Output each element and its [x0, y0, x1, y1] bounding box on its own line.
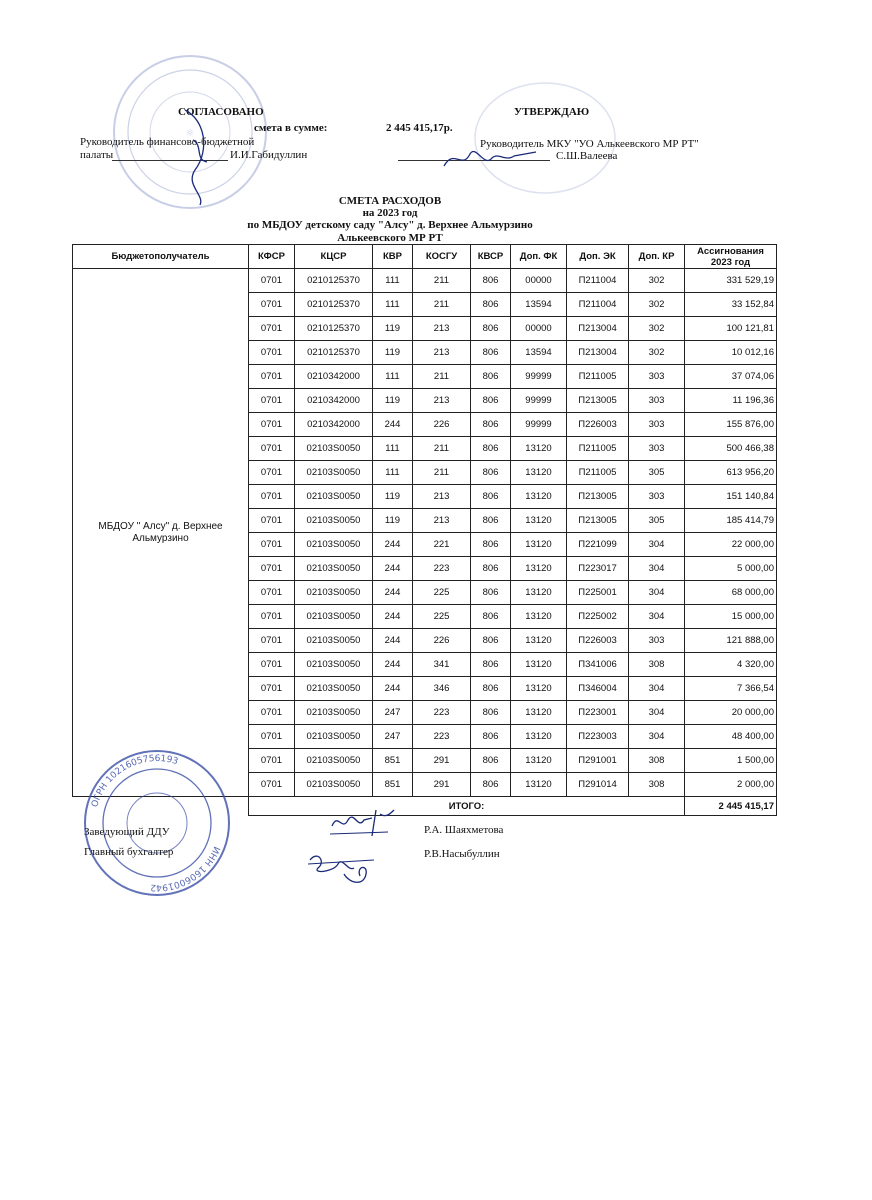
table-cell: 806 — [471, 365, 511, 389]
table-cell: 806 — [471, 557, 511, 581]
allocation-cell: 10 012,16 — [685, 341, 777, 365]
table-cell: 13120 — [511, 749, 567, 773]
table-cell: 13594 — [511, 341, 567, 365]
allocation-cell: 185 414,79 — [685, 509, 777, 533]
table-cell: 225 — [413, 581, 471, 605]
table-cell: П226003 — [567, 413, 629, 437]
table-cell: 305 — [629, 461, 685, 485]
table-cell: 00000 — [511, 269, 567, 293]
table-row — [73, 269, 777, 293]
table-cell: 305 — [629, 509, 685, 533]
table-cell: 13120 — [511, 437, 567, 461]
table-cell: 111 — [373, 269, 413, 293]
table-cell: 806 — [471, 773, 511, 797]
table-cell: 223 — [413, 701, 471, 725]
allocation-cell: 155 876,00 — [685, 413, 777, 437]
table-cell: 302 — [629, 293, 685, 317]
table-cell: 341 — [413, 653, 471, 677]
table-cell: 806 — [471, 581, 511, 605]
table-cell: 291 — [413, 749, 471, 773]
table-cell: 226 — [413, 629, 471, 653]
approval-left-position-1: Руководитель финансово-бюджетной — [80, 136, 255, 148]
header-dop-fk: Доп. ФК — [511, 245, 567, 269]
table-cell: 119 — [373, 341, 413, 365]
table-cell: 806 — [471, 269, 511, 293]
table-cell: 226 — [413, 413, 471, 437]
table-cell: П213004 — [567, 341, 629, 365]
table-cell: 02103S0050 — [295, 533, 373, 557]
table-cell: 213 — [413, 389, 471, 413]
approval-sum-label: смета в сумме: — [254, 122, 328, 134]
table-cell: 02103S0050 — [295, 749, 373, 773]
table-cell: 13120 — [511, 629, 567, 653]
table-cell: 806 — [471, 413, 511, 437]
allocation-cell: 121 888,00 — [685, 629, 777, 653]
table-cell: 13594 — [511, 293, 567, 317]
table-cell: 244 — [373, 533, 413, 557]
table-cell: 119 — [373, 509, 413, 533]
header-allocations: Ассигнования 2023 год — [685, 245, 777, 269]
table-cell: 0210125370 — [295, 269, 373, 293]
approval-left-signer: И.И.Габидуллин — [230, 149, 308, 161]
table-cell: 308 — [629, 773, 685, 797]
table-cell: 851 — [373, 773, 413, 797]
table-cell: 806 — [471, 389, 511, 413]
table-cell: 13120 — [511, 581, 567, 605]
table-cell: 0701 — [249, 485, 295, 509]
table-cell: 99999 — [511, 365, 567, 389]
table-cell: 99999 — [511, 413, 567, 437]
table-cell: 0701 — [249, 701, 295, 725]
allocation-cell: 151 140,84 — [685, 485, 777, 509]
table-cell: 0210125370 — [295, 341, 373, 365]
table-cell: П211005 — [567, 461, 629, 485]
table-cell: 0701 — [249, 461, 295, 485]
table-cell: 806 — [471, 533, 511, 557]
table-cell: 0701 — [249, 437, 295, 461]
table-cell: 806 — [471, 629, 511, 653]
table-cell: 304 — [629, 725, 685, 749]
table-cell: 13120 — [511, 509, 567, 533]
table-cell: 0701 — [249, 557, 295, 581]
table-cell: 806 — [471, 293, 511, 317]
table-cell: 0701 — [249, 365, 295, 389]
table-cell: 02103S0050 — [295, 653, 373, 677]
table-cell: 02103S0050 — [295, 461, 373, 485]
table-cell: 213 — [413, 317, 471, 341]
table-cell: П223003 — [567, 725, 629, 749]
table-cell: 13120 — [511, 485, 567, 509]
total-value: 2 445 415,17 — [685, 797, 777, 816]
table-cell: 291 — [413, 773, 471, 797]
table-cell: 0210342000 — [295, 413, 373, 437]
table-cell: 308 — [629, 749, 685, 773]
total-label: ИТОГО: — [249, 797, 685, 816]
svg-text:ОГРН 1021605756193 — [90, 754, 179, 809]
table-cell: 304 — [629, 677, 685, 701]
header-kvr: КВР — [373, 245, 413, 269]
svg-text:☼: ☼ — [185, 128, 195, 139]
table-cell: 0701 — [249, 605, 295, 629]
table-cell: 13120 — [511, 533, 567, 557]
header-dop-kr: Доп. КР — [629, 245, 685, 269]
table-cell: 225 — [413, 605, 471, 629]
table-cell: 806 — [471, 461, 511, 485]
table-cell: 0701 — [249, 293, 295, 317]
approval-left-position-2: палаты — [80, 149, 114, 161]
accountant-title: Главный бухгалтер — [84, 846, 174, 858]
approval-sum-value: 2 445 415,17р. — [386, 122, 453, 134]
table-cell: 119 — [373, 485, 413, 509]
table-cell: 02103S0050 — [295, 437, 373, 461]
table-cell: 213 — [413, 341, 471, 365]
recipient-cell: МБДОУ " Алсу" д. Верхнее Альмурзино — [73, 269, 249, 797]
table-cell: 806 — [471, 653, 511, 677]
table-cell: 0701 — [249, 653, 295, 677]
table-cell: 806 — [471, 341, 511, 365]
table-cell: 806 — [471, 509, 511, 533]
table-cell: 304 — [629, 605, 685, 629]
table-cell: П346004 — [567, 677, 629, 701]
table-cell: 244 — [373, 677, 413, 701]
table-cell: 0210342000 — [295, 389, 373, 413]
table-cell: 02103S0050 — [295, 509, 373, 533]
table-cell: 0701 — [249, 341, 295, 365]
table-cell: 0210125370 — [295, 317, 373, 341]
table-cell: 13120 — [511, 653, 567, 677]
table-cell: 223 — [413, 725, 471, 749]
header-kfsr: КФСР — [249, 245, 295, 269]
table-cell: 0701 — [249, 629, 295, 653]
head-name: Р.А. Шаяхметова — [424, 824, 504, 836]
table-cell: 806 — [471, 725, 511, 749]
right-signature — [440, 140, 540, 176]
table-cell: 303 — [629, 389, 685, 413]
table-cell: 0701 — [249, 581, 295, 605]
table-cell: 806 — [471, 317, 511, 341]
allocation-cell: 2 000,00 — [685, 773, 777, 797]
table-cell: 0701 — [249, 269, 295, 293]
table-cell: 247 — [373, 701, 413, 725]
allocation-cell: 20 000,00 — [685, 701, 777, 725]
approval-right-position: Руководитель МКУ "УО Алькеевского МР РТ" — [480, 138, 699, 150]
table-cell: 244 — [373, 629, 413, 653]
allocation-cell: 500 466,38 — [685, 437, 777, 461]
allocation-cell: 11 196,36 — [685, 389, 777, 413]
table-cell: 304 — [629, 533, 685, 557]
table-cell: 02103S0050 — [295, 605, 373, 629]
document-year: на 2023 год — [362, 207, 418, 219]
table-cell: 302 — [629, 317, 685, 341]
table-cell: 806 — [471, 677, 511, 701]
table-cell: 0701 — [249, 317, 295, 341]
table-cell: 806 — [471, 605, 511, 629]
table-cell: 0701 — [249, 773, 295, 797]
table-cell: 0210342000 — [295, 365, 373, 389]
table-cell: 00000 — [511, 317, 567, 341]
table-cell: 244 — [373, 653, 413, 677]
document-organization: по МБДОУ детскому саду "Алсу" д. Верхнее Альмурзино — [247, 219, 533, 231]
head-signature — [328, 806, 398, 840]
table-cell: 0701 — [249, 509, 295, 533]
table-cell: 244 — [373, 557, 413, 581]
table-cell: 304 — [629, 701, 685, 725]
table-cell: П211005 — [567, 365, 629, 389]
table-cell: П211004 — [567, 293, 629, 317]
document-region: Алькеевского МР РТ — [337, 232, 443, 244]
approval-right-heading: УТВЕРЖДАЮ — [514, 106, 590, 118]
accountant-signature — [304, 844, 384, 890]
table-cell: 806 — [471, 437, 511, 461]
table-cell: П223017 — [567, 557, 629, 581]
table-cell: 02103S0050 — [295, 725, 373, 749]
table-cell: П225001 — [567, 581, 629, 605]
table-cell: 303 — [629, 365, 685, 389]
table-cell: 13120 — [511, 677, 567, 701]
table-cell: 211 — [413, 293, 471, 317]
stamp-inn: ИНН 1606001942 — [150, 844, 222, 893]
table-cell: 111 — [373, 461, 413, 485]
table-cell: 223 — [413, 557, 471, 581]
table-cell: 244 — [373, 605, 413, 629]
table-cell: 13120 — [511, 557, 567, 581]
allocation-cell: 100 121,81 — [685, 317, 777, 341]
table-cell: 0210125370 — [295, 293, 373, 317]
table-cell: 13120 — [511, 725, 567, 749]
table-cell: 211 — [413, 461, 471, 485]
table-cell: 213 — [413, 485, 471, 509]
table-cell: 02103S0050 — [295, 485, 373, 509]
table-cell: П211005 — [567, 437, 629, 461]
estimate-table — [72, 244, 777, 816]
table-cell: 302 — [629, 341, 685, 365]
table-cell: 02103S0050 — [295, 581, 373, 605]
table-cell: 13120 — [511, 461, 567, 485]
table-cell: 303 — [629, 629, 685, 653]
table-cell: П223001 — [567, 701, 629, 725]
allocation-cell: 1 500,00 — [685, 749, 777, 773]
table-cell: П226003 — [567, 629, 629, 653]
table-cell: 111 — [373, 437, 413, 461]
table-cell: 244 — [373, 413, 413, 437]
table-cell: 02103S0050 — [295, 629, 373, 653]
table-cell: П213005 — [567, 485, 629, 509]
header-kvsr: КВСР — [471, 245, 511, 269]
stamp-ogrn: ОГРН 1021605756193 — [90, 753, 180, 809]
table-header-row — [73, 245, 777, 269]
allocation-cell: 22 000,00 — [685, 533, 777, 557]
table-cell: 303 — [629, 437, 685, 461]
table-cell: 221 — [413, 533, 471, 557]
accountant-name: Р.В.Насыбуллин — [424, 848, 500, 860]
table-cell: 302 — [629, 269, 685, 293]
table-cell: 119 — [373, 317, 413, 341]
table-cell: 0701 — [249, 389, 295, 413]
table-cell: 303 — [629, 485, 685, 509]
allocation-cell: 5 000,00 — [685, 557, 777, 581]
table-cell: 111 — [373, 365, 413, 389]
table-cell: 211 — [413, 437, 471, 461]
table-cell: 0701 — [249, 677, 295, 701]
table-cell: П341006 — [567, 653, 629, 677]
allocation-cell: 33 152,84 — [685, 293, 777, 317]
table-cell: П211004 — [567, 269, 629, 293]
head-title: Заведующий ДДУ — [84, 826, 170, 838]
approval-right-signer: С.Ш.Валеева — [556, 150, 618, 162]
allocation-cell: 48 400,00 — [685, 725, 777, 749]
table-cell: 02103S0050 — [295, 677, 373, 701]
table-cell: 0701 — [249, 749, 295, 773]
allocation-cell: 331 529,19 — [685, 269, 777, 293]
table-cell: 851 — [373, 749, 413, 773]
approval-left-heading: СОГЛАСОВАНО — [178, 106, 264, 118]
table-cell: 346 — [413, 677, 471, 701]
table-cell: 211 — [413, 269, 471, 293]
table-cell: 13120 — [511, 773, 567, 797]
header-dop-ek: Доп. ЭК — [567, 245, 629, 269]
header-recipient: Бюджетополучатель — [73, 245, 249, 269]
table-cell: 0701 — [249, 533, 295, 557]
table-cell: 303 — [629, 413, 685, 437]
allocation-cell: 15 000,00 — [685, 605, 777, 629]
table-cell: 02103S0050 — [295, 557, 373, 581]
table-cell: 111 — [373, 293, 413, 317]
table-cell: 308 — [629, 653, 685, 677]
table-cell: 99999 — [511, 389, 567, 413]
table-cell: П221099 — [567, 533, 629, 557]
allocation-cell: 4 320,00 — [685, 653, 777, 677]
allocation-cell: 37 074,06 — [685, 365, 777, 389]
table-cell: 806 — [471, 485, 511, 509]
allocation-cell: 7 366,54 — [685, 677, 777, 701]
table-cell: 247 — [373, 725, 413, 749]
table-cell: П213004 — [567, 317, 629, 341]
table-cell: 119 — [373, 389, 413, 413]
table-cell: 806 — [471, 749, 511, 773]
header-kosgu: КОСГУ — [413, 245, 471, 269]
document-title: СМЕТА РАСХОДОВ — [338, 195, 442, 207]
table-cell: П213005 — [567, 389, 629, 413]
allocation-cell: 613 956,20 — [685, 461, 777, 485]
table-cell: 806 — [471, 701, 511, 725]
table-cell: 304 — [629, 557, 685, 581]
table-cell: 0701 — [249, 413, 295, 437]
allocation-cell: 68 000,00 — [685, 581, 777, 605]
table-cell: 304 — [629, 581, 685, 605]
table-cell: 0701 — [249, 725, 295, 749]
institution-stamp — [82, 748, 232, 898]
table-cell: 244 — [373, 581, 413, 605]
table-cell: 213 — [413, 509, 471, 533]
table-cell: 02103S0050 — [295, 773, 373, 797]
table-cell: 13120 — [511, 605, 567, 629]
table-cell: П213005 — [567, 509, 629, 533]
table-cell: П225002 — [567, 605, 629, 629]
table-cell: 13120 — [511, 701, 567, 725]
table-cell: П291001 — [567, 749, 629, 773]
header-kcsr: КЦСР — [295, 245, 373, 269]
table-cell: 02103S0050 — [295, 701, 373, 725]
table-body — [73, 269, 777, 816]
table-cell: П291014 — [567, 773, 629, 797]
table-cell: 211 — [413, 365, 471, 389]
